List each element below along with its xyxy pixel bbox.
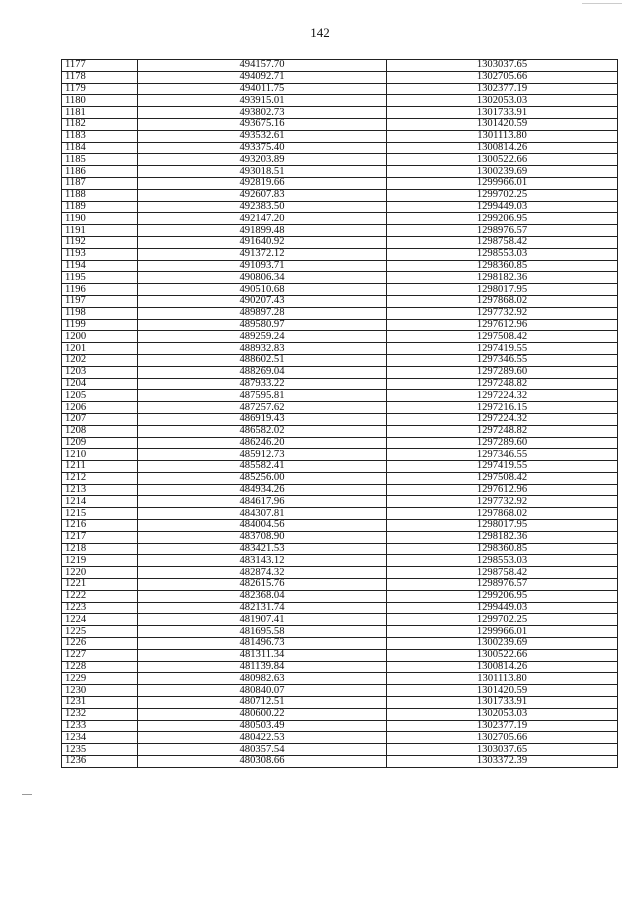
y-coordinate-cell: 1299966.01	[387, 177, 618, 189]
point-number-cell: 1204	[62, 378, 138, 390]
y-coordinate-cell: 1299206.95	[387, 213, 618, 225]
table-row	[62, 649, 618, 661]
point-number-cell: 1180	[62, 95, 138, 107]
x-coordinate-cell: 491093.71	[138, 260, 387, 272]
point-number-cell: 1230	[62, 685, 138, 697]
point-number-cell: 1205	[62, 390, 138, 402]
x-coordinate-cell: 485582.41	[138, 461, 387, 473]
point-number-cell: 1209	[62, 437, 138, 449]
x-coordinate-cell: 490806.34	[138, 272, 387, 284]
x-coordinate-cell: 482615.76	[138, 579, 387, 591]
point-number-cell: 1221	[62, 579, 138, 591]
page-number: 142	[310, 25, 330, 40]
x-coordinate-cell: 480357.54	[138, 744, 387, 756]
y-coordinate-cell: 1297508.42	[387, 472, 618, 484]
table-row	[62, 472, 618, 484]
table-row	[62, 284, 618, 296]
y-coordinate-cell: 1298182.36	[387, 531, 618, 543]
coordinates-table-body	[62, 60, 618, 768]
y-coordinate-cell: 1298758.42	[387, 236, 618, 248]
y-coordinate-cell: 1299449.03	[387, 602, 618, 614]
y-coordinate-cell: 1303372.39	[387, 756, 618, 768]
table-row	[62, 60, 618, 72]
x-coordinate-cell: 489259.24	[138, 331, 387, 343]
x-coordinate-cell: 487257.62	[138, 402, 387, 414]
table-row	[62, 402, 618, 414]
y-coordinate-cell: 1297868.02	[387, 295, 618, 307]
y-coordinate-cell: 1298017.95	[387, 284, 618, 296]
point-number-cell: 1192	[62, 236, 138, 248]
table-row	[62, 390, 618, 402]
y-coordinate-cell: 1301420.59	[387, 118, 618, 130]
x-coordinate-cell: 484617.96	[138, 496, 387, 508]
point-number-cell: 1214	[62, 496, 138, 508]
table-row	[62, 83, 618, 95]
point-number-cell: 1181	[62, 107, 138, 119]
x-coordinate-cell: 493375.40	[138, 142, 387, 154]
y-coordinate-cell: 1302705.66	[387, 71, 618, 83]
table-row	[62, 319, 618, 331]
table-row	[62, 71, 618, 83]
table-row	[62, 567, 618, 579]
point-number-cell: 1207	[62, 413, 138, 425]
table-row	[62, 225, 618, 237]
x-coordinate-cell: 480503.49	[138, 720, 387, 732]
point-number-cell: 1224	[62, 614, 138, 626]
table-row	[62, 248, 618, 260]
x-coordinate-cell: 492147.20	[138, 213, 387, 225]
x-coordinate-cell: 482368.04	[138, 590, 387, 602]
y-coordinate-cell: 1297508.42	[387, 331, 618, 343]
table-row	[62, 555, 618, 567]
y-coordinate-cell: 1298360.85	[387, 260, 618, 272]
x-coordinate-cell: 482874.32	[138, 567, 387, 579]
x-coordinate-cell: 483143.12	[138, 555, 387, 567]
table-row	[62, 579, 618, 591]
x-coordinate-cell: 494092.71	[138, 71, 387, 83]
table-row	[62, 107, 618, 119]
point-number-cell: 1202	[62, 354, 138, 366]
table-row	[62, 295, 618, 307]
x-coordinate-cell: 492383.50	[138, 201, 387, 213]
y-coordinate-cell: 1297732.92	[387, 307, 618, 319]
y-coordinate-cell: 1297346.55	[387, 354, 618, 366]
y-coordinate-cell: 1302053.03	[387, 95, 618, 107]
x-coordinate-cell: 494011.75	[138, 83, 387, 95]
y-coordinate-cell: 1299702.25	[387, 189, 618, 201]
point-number-cell: 1229	[62, 673, 138, 685]
table-row	[62, 756, 618, 768]
table-row	[62, 697, 618, 709]
x-coordinate-cell: 493802.73	[138, 107, 387, 119]
y-coordinate-cell: 1301420.59	[387, 685, 618, 697]
y-coordinate-cell: 1299966.01	[387, 626, 618, 638]
x-coordinate-cell: 486246.20	[138, 437, 387, 449]
table-row	[62, 130, 618, 142]
x-coordinate-cell: 480600.22	[138, 708, 387, 720]
table-row	[62, 732, 618, 744]
table-row	[62, 154, 618, 166]
point-number-cell: 1185	[62, 154, 138, 166]
x-coordinate-cell: 488932.83	[138, 343, 387, 355]
table-row	[62, 531, 618, 543]
point-number-cell: 1189	[62, 201, 138, 213]
point-number-cell: 1233	[62, 720, 138, 732]
y-coordinate-cell: 1301733.91	[387, 697, 618, 709]
y-coordinate-cell: 1300814.26	[387, 142, 618, 154]
point-number-cell: 1188	[62, 189, 138, 201]
point-number-cell: 1234	[62, 732, 138, 744]
y-coordinate-cell: 1297289.60	[387, 366, 618, 378]
table-row	[62, 496, 618, 508]
table-row	[62, 744, 618, 756]
point-number-cell: 1194	[62, 260, 138, 272]
point-number-cell: 1208	[62, 425, 138, 437]
point-number-cell: 1206	[62, 402, 138, 414]
table-row	[62, 661, 618, 673]
x-coordinate-cell: 492819.66	[138, 177, 387, 189]
y-coordinate-cell: 1297224.32	[387, 413, 618, 425]
table-row	[62, 343, 618, 355]
point-number-cell: 1212	[62, 472, 138, 484]
point-number-cell: 1219	[62, 555, 138, 567]
x-coordinate-cell: 480982.63	[138, 673, 387, 685]
margin-mark	[22, 794, 32, 795]
x-coordinate-cell: 485912.73	[138, 449, 387, 461]
y-coordinate-cell: 1302705.66	[387, 732, 618, 744]
x-coordinate-cell: 493532.61	[138, 130, 387, 142]
y-coordinate-cell: 1297216.15	[387, 402, 618, 414]
y-coordinate-cell: 1301733.91	[387, 107, 618, 119]
point-number-cell: 1184	[62, 142, 138, 154]
x-coordinate-cell: 481311.34	[138, 649, 387, 661]
y-coordinate-cell: 1297224.32	[387, 390, 618, 402]
point-number-cell: 1227	[62, 649, 138, 661]
table-row	[62, 484, 618, 496]
point-number-cell: 1235	[62, 744, 138, 756]
table-row	[62, 614, 618, 626]
table-row	[62, 673, 618, 685]
point-number-cell: 1228	[62, 661, 138, 673]
y-coordinate-cell: 1301113.80	[387, 130, 618, 142]
point-number-cell: 1183	[62, 130, 138, 142]
point-number-cell: 1225	[62, 626, 138, 638]
x-coordinate-cell: 492607.83	[138, 189, 387, 201]
point-number-cell: 1223	[62, 602, 138, 614]
y-coordinate-cell: 1299206.95	[387, 590, 618, 602]
y-coordinate-cell: 1298758.42	[387, 567, 618, 579]
table-row	[62, 602, 618, 614]
y-coordinate-cell: 1298182.36	[387, 272, 618, 284]
x-coordinate-cell: 486582.02	[138, 425, 387, 437]
x-coordinate-cell: 485256.00	[138, 472, 387, 484]
x-coordinate-cell: 489580.97	[138, 319, 387, 331]
table-row	[62, 177, 618, 189]
x-coordinate-cell: 493915.01	[138, 95, 387, 107]
table-row	[62, 413, 618, 425]
table-row	[62, 354, 618, 366]
x-coordinate-cell: 480422.53	[138, 732, 387, 744]
y-coordinate-cell: 1303037.65	[387, 60, 618, 72]
point-number-cell: 1177	[62, 60, 138, 72]
x-coordinate-cell: 480712.51	[138, 697, 387, 709]
point-number-cell: 1218	[62, 543, 138, 555]
y-coordinate-cell: 1300239.69	[387, 166, 618, 178]
point-number-cell: 1232	[62, 708, 138, 720]
y-coordinate-cell: 1298360.85	[387, 543, 618, 555]
x-coordinate-cell: 488269.04	[138, 366, 387, 378]
y-coordinate-cell: 1297289.60	[387, 437, 618, 449]
y-coordinate-cell: 1302377.19	[387, 83, 618, 95]
point-number-cell: 1186	[62, 166, 138, 178]
point-number-cell: 1222	[62, 590, 138, 602]
point-number-cell: 1215	[62, 508, 138, 520]
y-coordinate-cell: 1298553.03	[387, 555, 618, 567]
y-coordinate-cell: 1297868.02	[387, 508, 618, 520]
table-row	[62, 720, 618, 732]
table-row	[62, 201, 618, 213]
table-row	[62, 95, 618, 107]
scan-artifact-line	[582, 3, 622, 4]
y-coordinate-cell: 1297732.92	[387, 496, 618, 508]
point-number-cell: 1190	[62, 213, 138, 225]
point-number-cell: 1199	[62, 319, 138, 331]
x-coordinate-cell: 483708.90	[138, 531, 387, 543]
table-row	[62, 543, 618, 555]
y-coordinate-cell: 1302377.19	[387, 720, 618, 732]
y-coordinate-cell: 1298976.57	[387, 579, 618, 591]
x-coordinate-cell: 480840.07	[138, 685, 387, 697]
point-number-cell: 1220	[62, 567, 138, 579]
y-coordinate-cell: 1298017.95	[387, 520, 618, 532]
x-coordinate-cell: 491372.12	[138, 248, 387, 260]
x-coordinate-cell: 481139.84	[138, 661, 387, 673]
table-row	[62, 366, 618, 378]
y-coordinate-cell: 1302053.03	[387, 708, 618, 720]
point-number-cell: 1179	[62, 83, 138, 95]
x-coordinate-cell: 490207.43	[138, 295, 387, 307]
point-number-cell: 1226	[62, 638, 138, 650]
table-row	[62, 118, 618, 130]
x-coordinate-cell: 484934.26	[138, 484, 387, 496]
table-row	[62, 590, 618, 602]
x-coordinate-cell: 489897.28	[138, 307, 387, 319]
point-number-cell: 1191	[62, 225, 138, 237]
x-coordinate-cell: 483421.53	[138, 543, 387, 555]
table-row	[62, 307, 618, 319]
table-row	[62, 626, 618, 638]
table-row	[62, 437, 618, 449]
point-number-cell: 1197	[62, 295, 138, 307]
y-coordinate-cell: 1303037.65	[387, 744, 618, 756]
point-number-cell: 1213	[62, 484, 138, 496]
coordinates-table	[61, 59, 618, 768]
point-number-cell: 1211	[62, 461, 138, 473]
y-coordinate-cell: 1299449.03	[387, 201, 618, 213]
table-row	[62, 685, 618, 697]
y-coordinate-cell: 1301113.80	[387, 673, 618, 685]
x-coordinate-cell: 486919.43	[138, 413, 387, 425]
y-coordinate-cell: 1297612.96	[387, 319, 618, 331]
x-coordinate-cell: 487595.81	[138, 390, 387, 402]
y-coordinate-cell: 1297419.55	[387, 461, 618, 473]
point-number-cell: 1217	[62, 531, 138, 543]
table-row	[62, 166, 618, 178]
table-row	[62, 461, 618, 473]
x-coordinate-cell: 481695.58	[138, 626, 387, 638]
x-coordinate-cell: 488602.51	[138, 354, 387, 366]
point-number-cell: 1203	[62, 366, 138, 378]
x-coordinate-cell: 490510.68	[138, 284, 387, 296]
x-coordinate-cell: 482131.74	[138, 602, 387, 614]
point-number-cell: 1193	[62, 248, 138, 260]
x-coordinate-cell: 481496.73	[138, 638, 387, 650]
table-row	[62, 520, 618, 532]
y-coordinate-cell: 1297248.82	[387, 425, 618, 437]
table-row	[62, 260, 618, 272]
x-coordinate-cell: 481907.41	[138, 614, 387, 626]
point-number-cell: 1178	[62, 71, 138, 83]
y-coordinate-cell: 1297612.96	[387, 484, 618, 496]
y-coordinate-cell: 1298976.57	[387, 225, 618, 237]
table-row	[62, 272, 618, 284]
x-coordinate-cell: 493203.89	[138, 154, 387, 166]
point-number-cell: 1201	[62, 343, 138, 355]
x-coordinate-cell: 487933.22	[138, 378, 387, 390]
point-number-cell: 1200	[62, 331, 138, 343]
table-row	[62, 236, 618, 248]
point-number-cell: 1187	[62, 177, 138, 189]
y-coordinate-cell: 1300522.66	[387, 154, 618, 166]
x-coordinate-cell: 491899.48	[138, 225, 387, 237]
x-coordinate-cell: 494157.70	[138, 60, 387, 72]
table-row	[62, 508, 618, 520]
y-coordinate-cell: 1298553.03	[387, 248, 618, 260]
y-coordinate-cell: 1300522.66	[387, 649, 618, 661]
y-coordinate-cell: 1297248.82	[387, 378, 618, 390]
point-number-cell: 1198	[62, 307, 138, 319]
table-row	[62, 213, 618, 225]
x-coordinate-cell: 480308.66	[138, 756, 387, 768]
table-row	[62, 425, 618, 437]
y-coordinate-cell: 1297419.55	[387, 343, 618, 355]
table-row	[62, 708, 618, 720]
table-row	[62, 189, 618, 201]
table-row	[62, 142, 618, 154]
x-coordinate-cell: 491640.92	[138, 236, 387, 248]
y-coordinate-cell: 1300814.26	[387, 661, 618, 673]
y-coordinate-cell: 1300239.69	[387, 638, 618, 650]
x-coordinate-cell: 484307.81	[138, 508, 387, 520]
point-number-cell: 1231	[62, 697, 138, 709]
table-row	[62, 638, 618, 650]
x-coordinate-cell: 493675.16	[138, 118, 387, 130]
table-row	[62, 449, 618, 461]
point-number-cell: 1216	[62, 520, 138, 532]
table-row	[62, 331, 618, 343]
x-coordinate-cell: 484004.56	[138, 520, 387, 532]
point-number-cell: 1236	[62, 756, 138, 768]
point-number-cell: 1182	[62, 118, 138, 130]
point-number-cell: 1195	[62, 272, 138, 284]
point-number-cell: 1210	[62, 449, 138, 461]
x-coordinate-cell: 493018.51	[138, 166, 387, 178]
point-number-cell: 1196	[62, 284, 138, 296]
y-coordinate-cell: 1297346.55	[387, 449, 618, 461]
y-coordinate-cell: 1299702.25	[387, 614, 618, 626]
table-row	[62, 378, 618, 390]
